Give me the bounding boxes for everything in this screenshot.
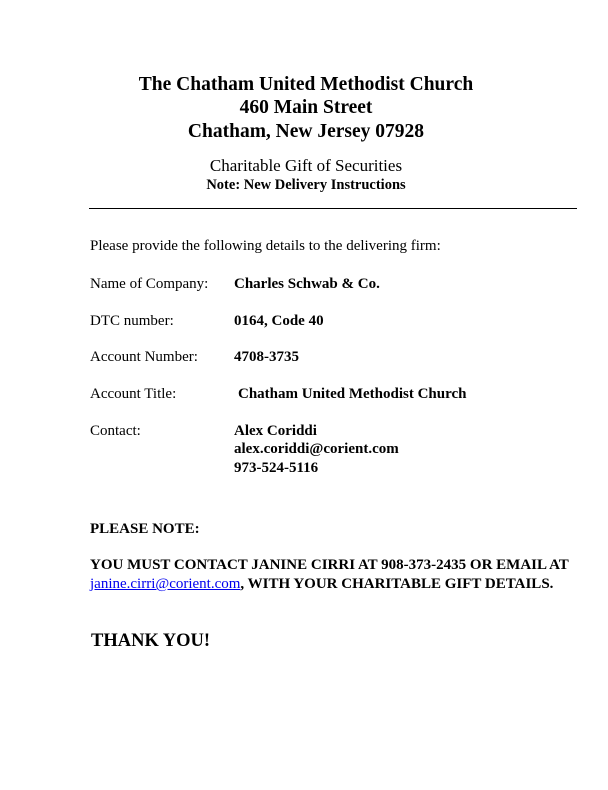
please-note-before: YOU MUST CONTACT JANINE CIRRI AT 908-373-2435 OR EMAIL AT	[90, 557, 569, 573]
account-number-value: 4708-3735	[234, 349, 299, 365]
please-note-heading: PLEASE NOTE:	[90, 521, 200, 537]
janine-email-link[interactable]: janine.cirri@corient.com	[90, 576, 241, 592]
account-title-value: Chatham United Methodist Church	[238, 386, 467, 402]
intro-text: Please provide the following details to the delivering firm:	[90, 238, 441, 254]
account-number-label: Account Number:	[90, 349, 198, 365]
please-note-text	[90, 556, 570, 594]
church-name: The Chatham United Methodist Church	[138, 74, 474, 95]
company-label: Name of Company:	[90, 276, 209, 292]
contact-label: Contact:	[90, 423, 141, 439]
divider	[89, 208, 577, 209]
note-line: Note: New Delivery Instructions	[206, 177, 406, 193]
document-subtitle: Charitable Gift of Securities	[209, 156, 403, 175]
please-note-after: , WITH YOUR CHARITABLE GIFT DETAILS.	[240, 576, 554, 592]
contact-phone: 973-524-5116	[234, 460, 319, 476]
church-city: Chatham, New Jersey 07928	[187, 121, 425, 142]
dtc-label: DTC number:	[90, 313, 174, 329]
company-value: Charles Schwab & Co.	[234, 276, 380, 292]
account-title-label: Account Title:	[90, 386, 177, 402]
church-street: 460 Main Street	[239, 97, 373, 118]
dtc-value: 0164, Code 40	[234, 313, 324, 329]
contact-name: Alex Coriddi	[234, 423, 317, 439]
contact-email: alex.coriddi@corient.com	[234, 441, 399, 457]
thank-you: THANK YOU!	[91, 631, 211, 651]
